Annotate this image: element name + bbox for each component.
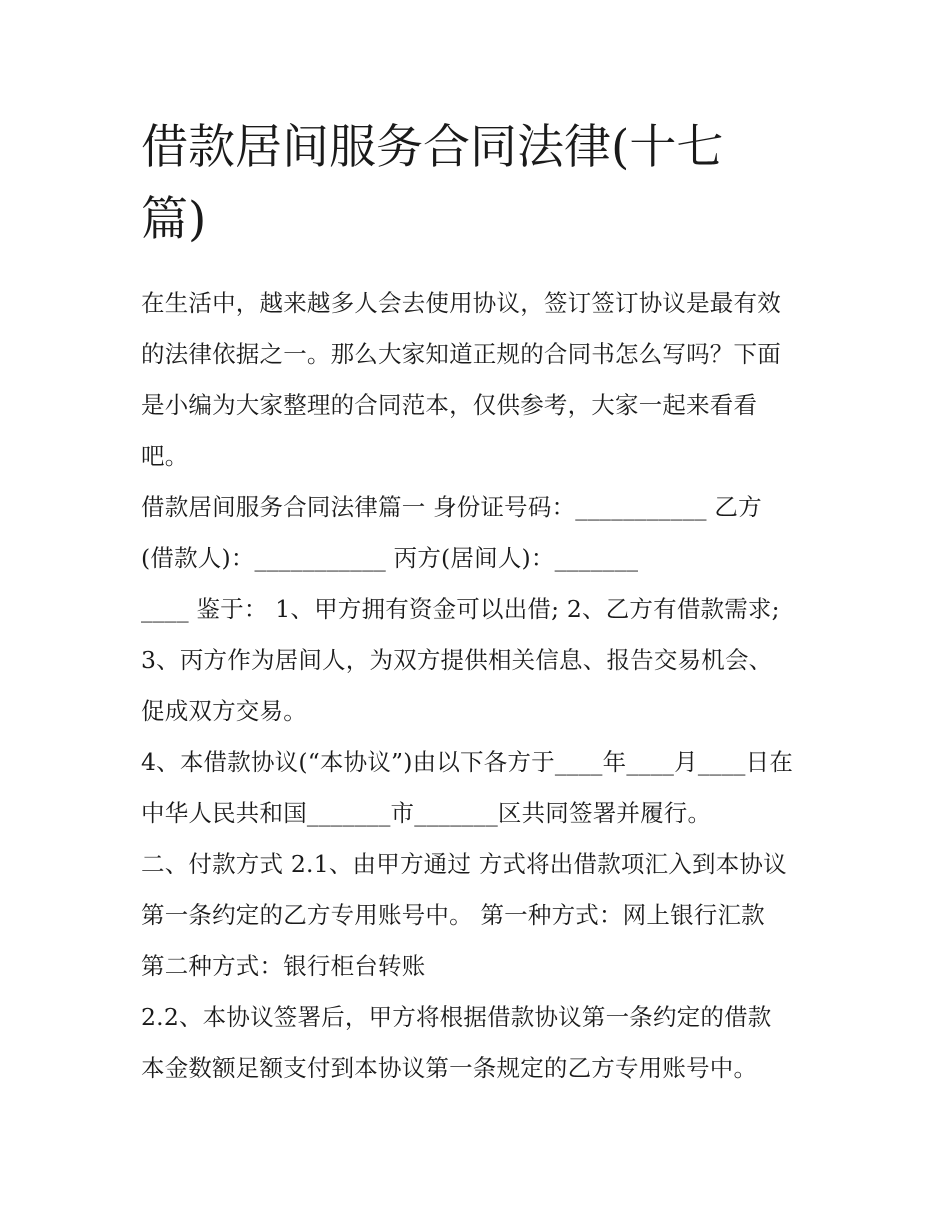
text-line: 借款居间服务合同法律篇一 身份证号码：___________ 乙方 (141, 493, 762, 521)
text-line: 2.2、本协议签署后，甲方将根据借款协议第一条约定的借款 (141, 1003, 772, 1031)
title-line: 篇) (141, 192, 207, 247)
text-line: 二、付款方式 2.1、由甲方通过 方式将出借款项汇入到本协议 (141, 850, 787, 878)
text-line: 第二种方式：银行柜台转账 (141, 952, 426, 980)
text-line: 第一条约定的乙方专用账号中。 第一种方式：网上银行汇款 (141, 901, 765, 929)
text-line: 3、丙方作为居间人，为双方提供相关信息、报告交易机会、 (141, 646, 773, 674)
text-line: 吧。 (141, 442, 189, 470)
text-line: 是小编为大家整理的合同范本，仅供参考，大家一起来看看 (141, 391, 758, 419)
text-line: 在生活中，越来越多人会去使用协议，签订签订协议是最有效 (141, 289, 781, 317)
text-line: 中华人民共和国_______市_______区共同签署并履行。 (141, 799, 712, 827)
parties-paragraph (141, 482, 816, 737)
text-line: ____ 鉴于： 1、甲方拥有资金可以出借; 2、乙方有借款需求; (141, 595, 780, 623)
document-title (141, 112, 816, 256)
text-line: (借款人)：___________ 丙方(居间人)：_______ (141, 544, 639, 572)
signing-paragraph (141, 737, 816, 839)
text-line: 的法律依据之一。那么大家知道正规的合同书怎么写吗？下面 (141, 340, 781, 368)
text-line: 4、本借款协议(“本协议”)由以下各方于____年____月____日在 (141, 748, 794, 776)
document-page (141, 112, 816, 1094)
text-line: 促成双方交易。 (141, 697, 307, 725)
text-line: 本金数额足额支付到本协议第一条规定的乙方专用账号中。 (141, 1054, 758, 1082)
payment-clause-paragraph (141, 992, 816, 1094)
title-line: 借款居间服务合同法律(十七 (141, 120, 724, 175)
intro-paragraph (141, 278, 816, 482)
payment-method-paragraph (141, 839, 816, 992)
